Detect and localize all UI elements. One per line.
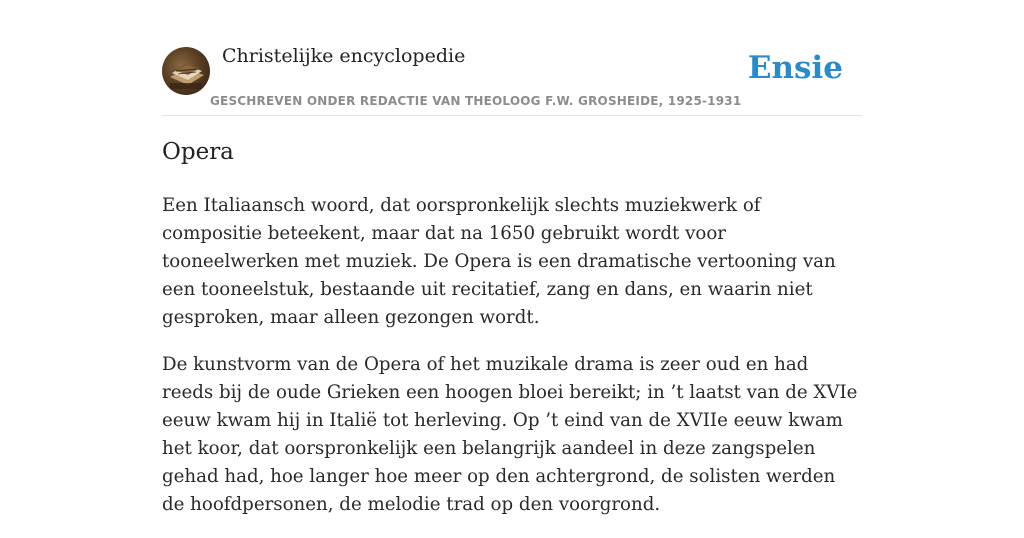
book-icon	[162, 47, 210, 95]
article-paragraph: Een Italiaansch woord, dat oorspronkelijk slechts muziekwerk of compositie beteekent, maar dat na 1650 gebruikt wordt voor tooneelwerken met muziek. De Opera is een dramatische vertooning van een tooneelstuk, bestaande uit recitatief, zang en dans, en waarin niet gesproken, maar alleen gezongen wordt.	[162, 195, 836, 328]
article-body	[162, 192, 862, 538]
brand-logo[interactable]: Ensie	[747, 50, 843, 86]
source-title[interactable]: Christelijke encyclopedie	[222, 45, 466, 67]
article-paragraph: De kunstvorm van de Opera of het muzikale drama is zeer oud en had reeds bij de oude Grieken een hoogen bloei bereikt; in ’t laatst van de XVIe eeuw kwam hij in Italië tot herleving. Op ’t eind van de XVIIe eeuw kwam het koor, dat oorspronkelijk een belangrijk aandeel in deze zangspelen gehad had, hoe langer hoe meer op den achtergrond, de solisten werden de hoofdpersonen, de melodie trad op den voorgrond.	[162, 354, 858, 515]
source-subtitle: GESCHREVEN ONDER REDACTIE VAN THEOLOOG F.W. GROSHEIDE, 1925-1931	[210, 94, 742, 108]
header	[162, 0, 862, 116]
avatar[interactable]	[162, 47, 210, 95]
article-title: Opera	[162, 139, 234, 165]
page	[162, 0, 862, 515]
